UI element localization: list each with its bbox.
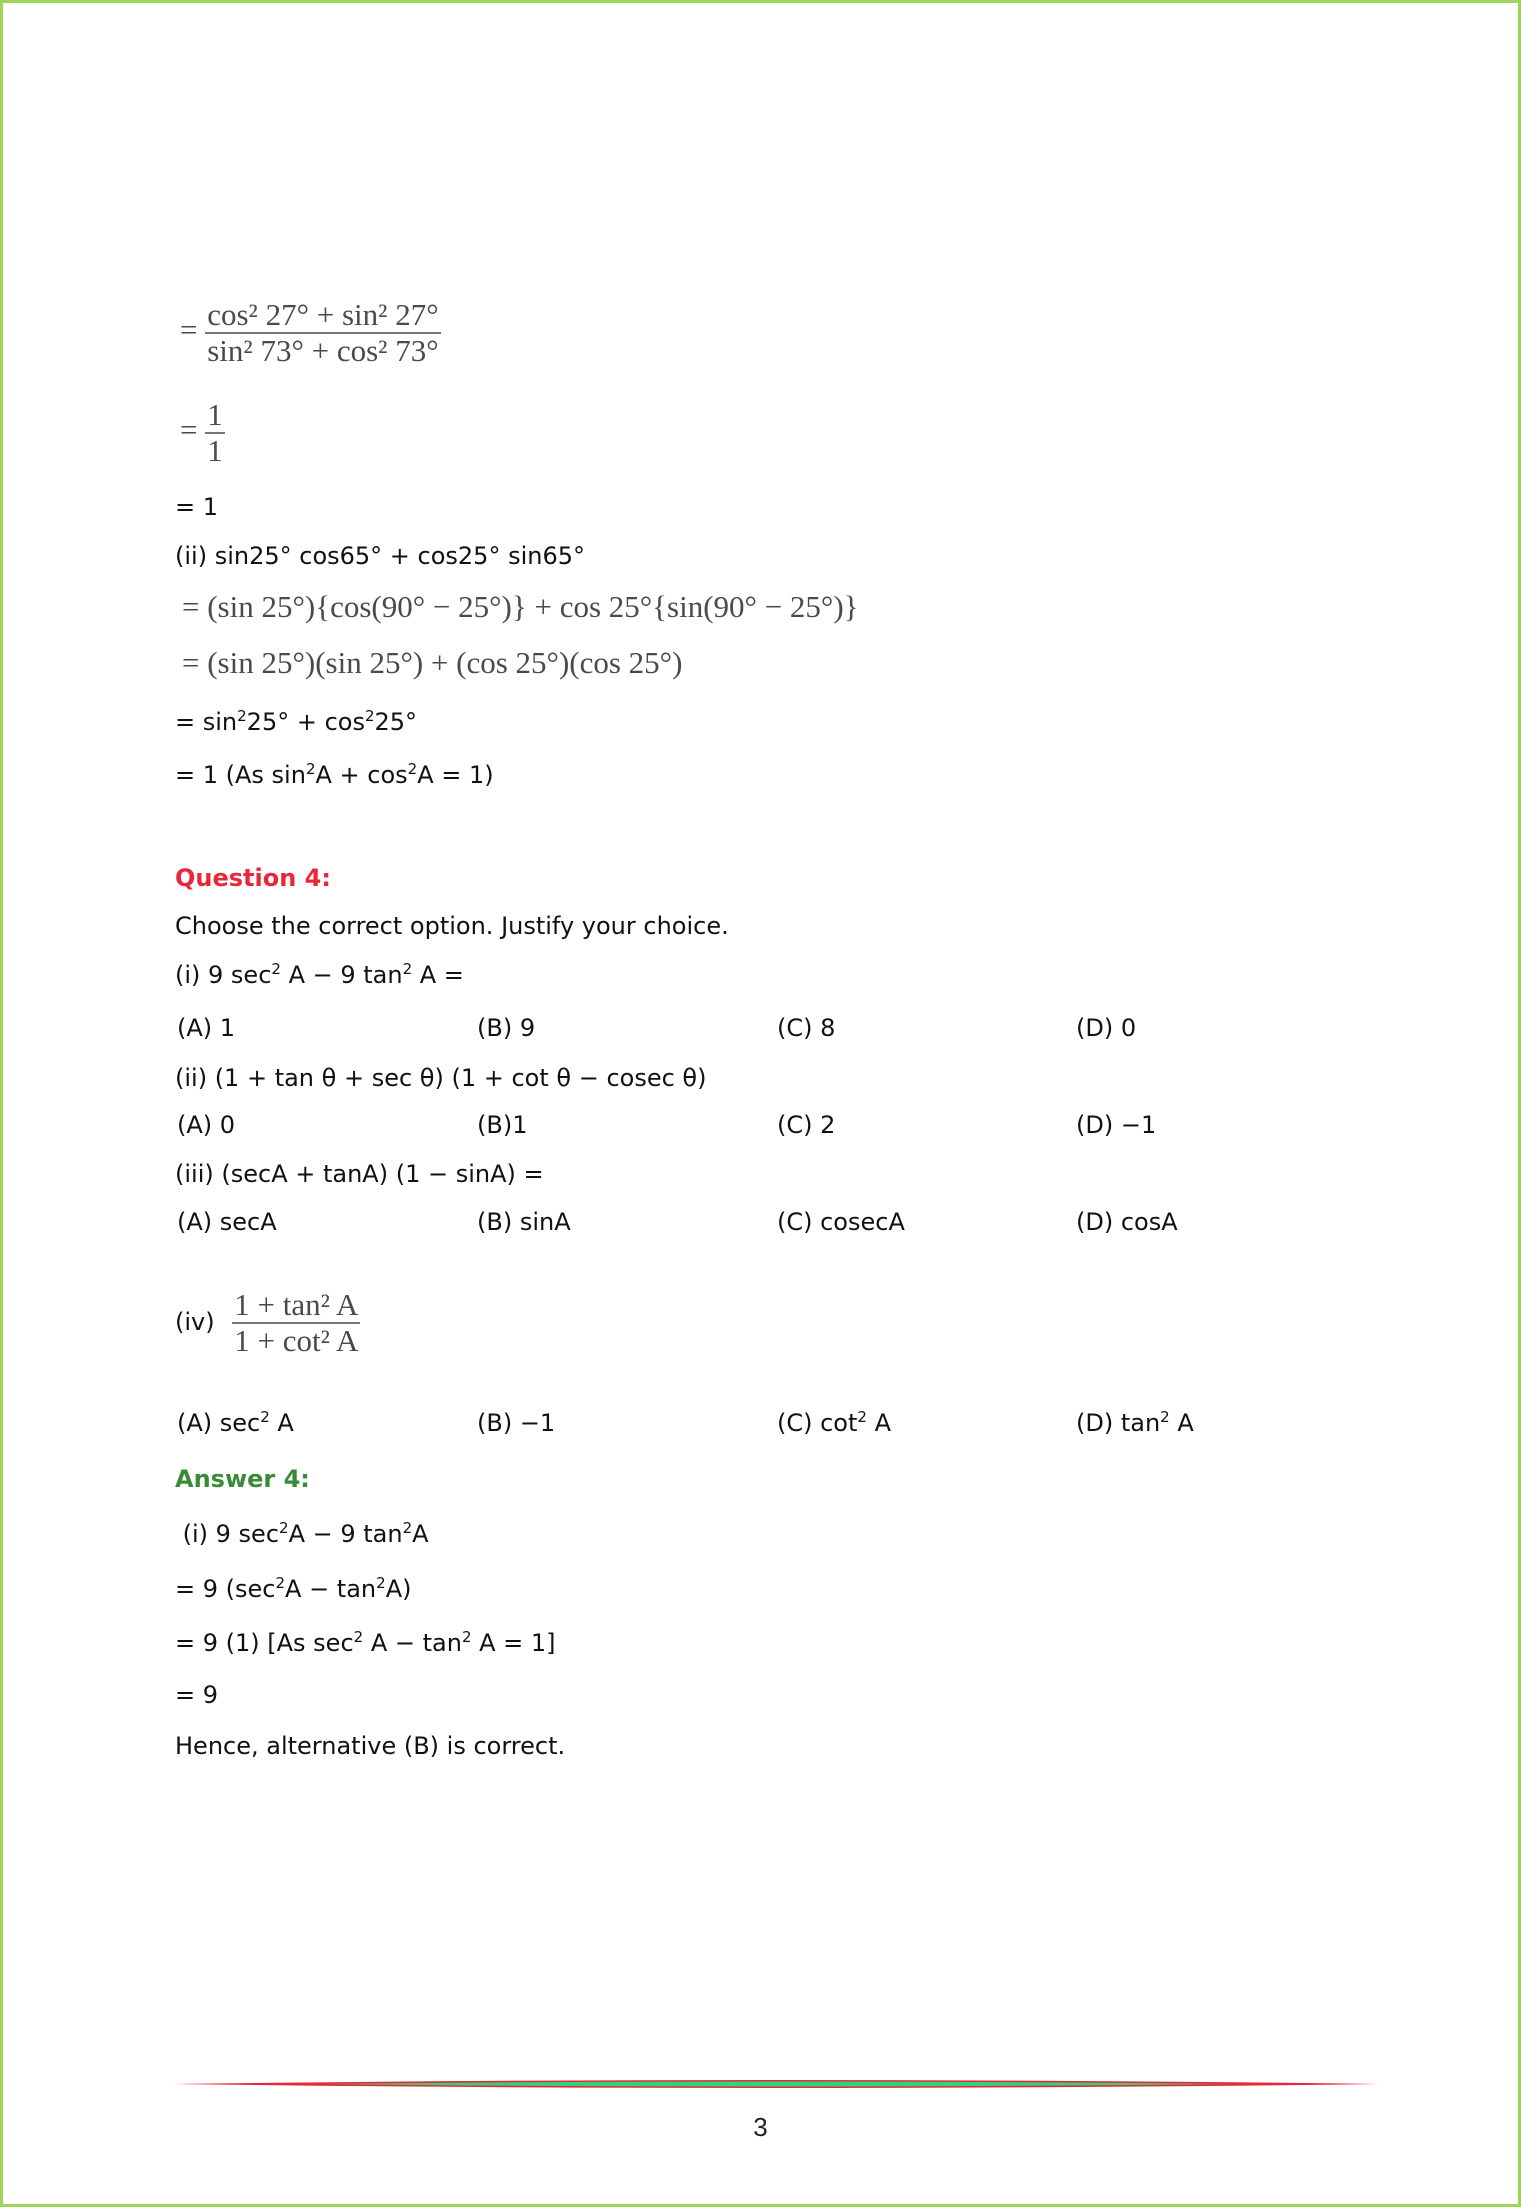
option-c: (C) $\cot^2 A$ <box>777 1408 891 1437</box>
question-item-i: (i) 9 $\sec^2 A - 9$ $\tan^2 A$ = <box>175 960 464 989</box>
answer-line: (i) 9 $\sec^2A - 9$ $\tan^2A$ <box>175 1519 429 1548</box>
denominator: sin² 73° + cos² 73° <box>207 333 439 368</box>
part-ii-title: (ii) sin25° cos65° + cos25° sin65° <box>175 542 586 570</box>
option-b: (B)1 <box>477 1111 528 1139</box>
numerator: 1 <box>207 397 223 432</box>
step-1: = (sin 25°){cos(90° − 25°)} + cos 25°{sin(90° − 25°)} <box>182 589 859 624</box>
result-line: = 1 <box>175 493 219 521</box>
fraction-step <box>180 297 441 368</box>
item-label: (iv) <box>175 1308 215 1336</box>
option-b: (B) 9 <box>477 1014 536 1042</box>
question-prompt: Choose the correct option. Justify your choice. <box>175 912 729 940</box>
page-number: 3 <box>753 2112 768 2142</box>
fraction <box>205 397 225 468</box>
question-item-iv <box>175 1287 360 1358</box>
option-d: (D) −1 <box>1076 1111 1157 1139</box>
answer-line: = 9 (1) [As $\sec^2 A - \tan^2 A = 1$] <box>175 1628 556 1657</box>
option-c: (C) 8 <box>777 1014 836 1042</box>
option-b: (B) −1 <box>477 1409 556 1437</box>
equals: = <box>180 412 198 448</box>
answer-line: = 9 $(\sec^2A - \tan^2A)$ <box>175 1574 412 1603</box>
denominator: 1 <box>207 433 223 468</box>
option-c: (C) cosecA <box>777 1208 905 1236</box>
numerator: cos² 27° + sin² 27° <box>207 297 439 332</box>
question-item-iii: (iii) (secA + tanA) (1 − sinA) = <box>175 1160 544 1188</box>
question-item-ii: (ii) (1 + tan θ + sec θ) (1 + cot θ − cosec θ) <box>175 1064 707 1092</box>
step-4: = 1 (As $\sin^2A + \cos^2A = 1$) <box>175 760 494 789</box>
option-c: (C) 2 <box>777 1111 836 1139</box>
option-a: (A) 1 <box>177 1014 236 1042</box>
option-d: (D) $\tan^2 A$ <box>1076 1408 1194 1437</box>
step-3: = $\sin^225^\circ + \cos^225^\circ$ <box>175 707 418 736</box>
footer-divider <box>172 2078 1380 2090</box>
question-heading: Question 4: <box>175 864 331 892</box>
denominator: 1 + cot² A <box>234 1323 359 1358</box>
option-a: (A) $\sec^2 A$ <box>177 1408 294 1437</box>
fraction <box>205 297 440 368</box>
numerator: 1 + tan² A <box>234 1287 359 1322</box>
answer-line: = 9 <box>175 1681 219 1709</box>
option-d: (D) cosA <box>1076 1208 1178 1236</box>
fraction <box>232 1287 360 1358</box>
answer-heading: Answer 4: <box>175 1465 310 1493</box>
option-d: (D) 0 <box>1076 1014 1137 1042</box>
option-a: (A) secA <box>177 1208 277 1236</box>
option-b: (B) sinA <box>477 1208 571 1236</box>
option-a: (A) 0 <box>177 1111 236 1139</box>
answer-conclusion: Hence, alternative (B) is correct. <box>175 1732 566 1760</box>
equals: = <box>180 312 198 348</box>
fraction-step-2 <box>180 397 225 468</box>
step-2: = (sin 25°)(sin 25°) + (cos 25°)(cos 25°) <box>182 645 683 680</box>
